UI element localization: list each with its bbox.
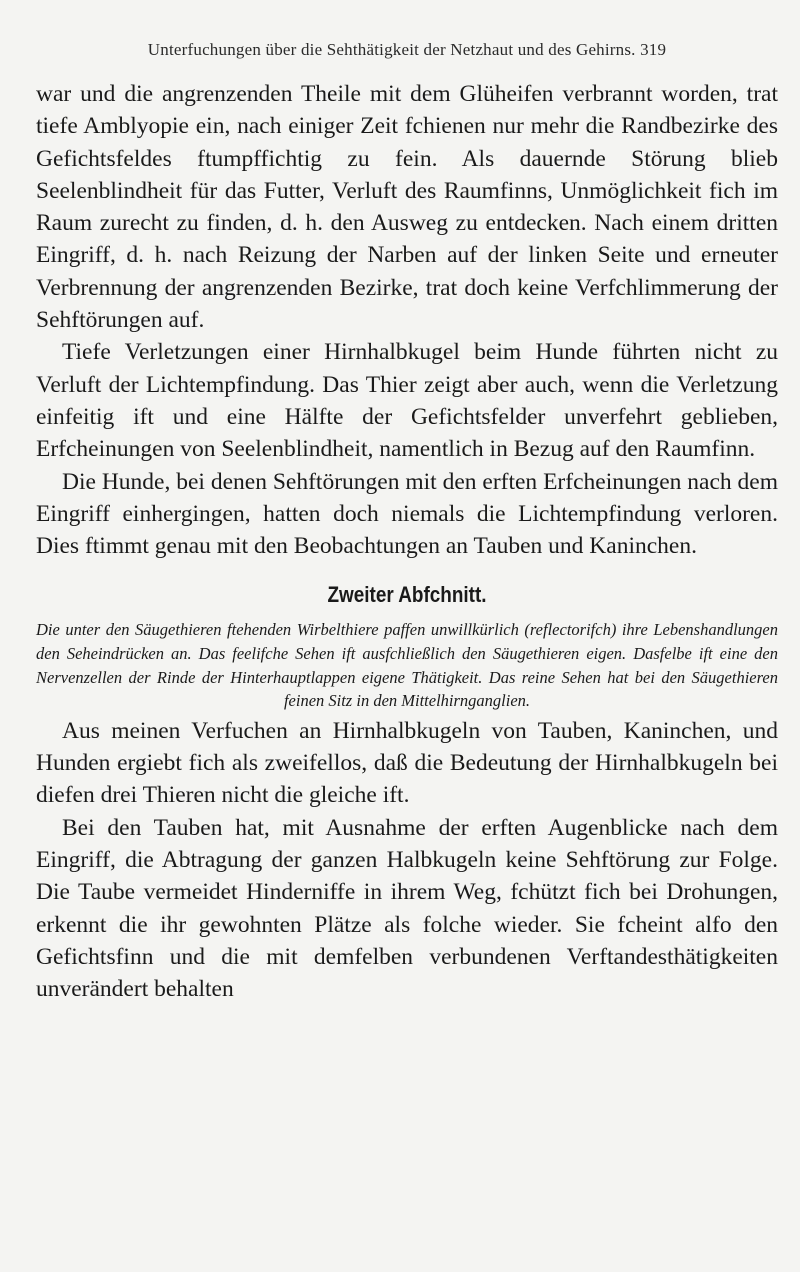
running-header: Unterfuchungen über die Sehthätigkeit der Netzhaut und des Gehirns. 319 <box>147 40 667 59</box>
section-heading: Zweiter Abfchnitt. <box>327 582 487 608</box>
paragraph-experiments: Aus meinen Verfuchen an Hirnhalbkugeln von Tauben, Kaninchen, und Hunden ergiebt fich als zweifellos, daß die Bedeutung der Hirnhalbkugeln bei diefen drei Thieren nicht die gleiche ift. <box>36 717 778 809</box>
paragraph-continuation: war und die angrenzenden Theile mit dem Glüheifen verbrannt worden, trat tiefe Amblyopie ein, nach einiger Zeit fchienen nur mehr die Randbezirke des Gefichtsfeldes ftumpffichtig zu fein. Als dauernde Störung blieb Seelenblindheit für das Futter, Verluft des Raumfinns, Unmöglichkeit fich im Raum zurecht zu finden, d. h. den Ausweg zu entdecken. Nach einem dritten Eingriff, d. h. nach Reizung der Narben auf der linken Seite und erneuter Verbrennung der angrenzenden Bezirke, trat doch keine Verfchlimmerung der Sehftörungen auf. <box>36 81 778 334</box>
paragraph-hemisphere-injuries: Tiefe Verletzungen einer Hirnhalbkugel beim Hunde führten nicht zu Verluft der Lichtempfindung. Das Thier zeigt aber auch, wenn die Verletzung einfeitig ift und eine Hälfte der Gefichtsfelder unverfehrt geblieben, Erfcheinungen von Seelenblindheit, namentlich in Bezug auf den Raumfinn. <box>36 339 778 463</box>
section-summary: Die unter den Säugethieren ftehenden Wirbelthiere paffen unwillkürlich (reflectorifch) ihre Lebenshandlungen den Seheindrücken an. Das feelifche Sehen ift ausfchließlich den Säugethieren eigen. Dasfelbe ift eine den Nervenzellen der Rinde der Hinterhauptlappen eigene Thätigkeit. Das reine Sehen hat bei den Säugethieren feinen Sitz in den Mittelhirnganglien. <box>36 620 778 711</box>
paragraph-dogs-observations: Die Hunde, bei denen Sehftörungen mit den erften Erfcheinungen nach dem Eingriff einhergingen, hatten doch niemals die Lichtempfindung verloren. Dies ftimmt genau mit den Beobachtungen an Tauben und Kaninchen. <box>36 468 778 560</box>
book-page <box>36 40 778 1006</box>
paragraph-pigeons: Bei den Tauben hat, mit Ausnahme der erften Augenblicke nach dem Eingriff, die Abtragung der ganzen Halbkugeln keine Sehftörung zur Folge. Die Taube vermeidet Hinderniffe in ihrem Weg, fchützt fich bei Drohungen, erkennt die ihr gewohnten Plätze als folche wieder. Sie fcheint alfo den Gefichtsfinn und die mit demfelben verbundenen Verftandesthätigkeiten unverändert behalten <box>36 814 778 1003</box>
